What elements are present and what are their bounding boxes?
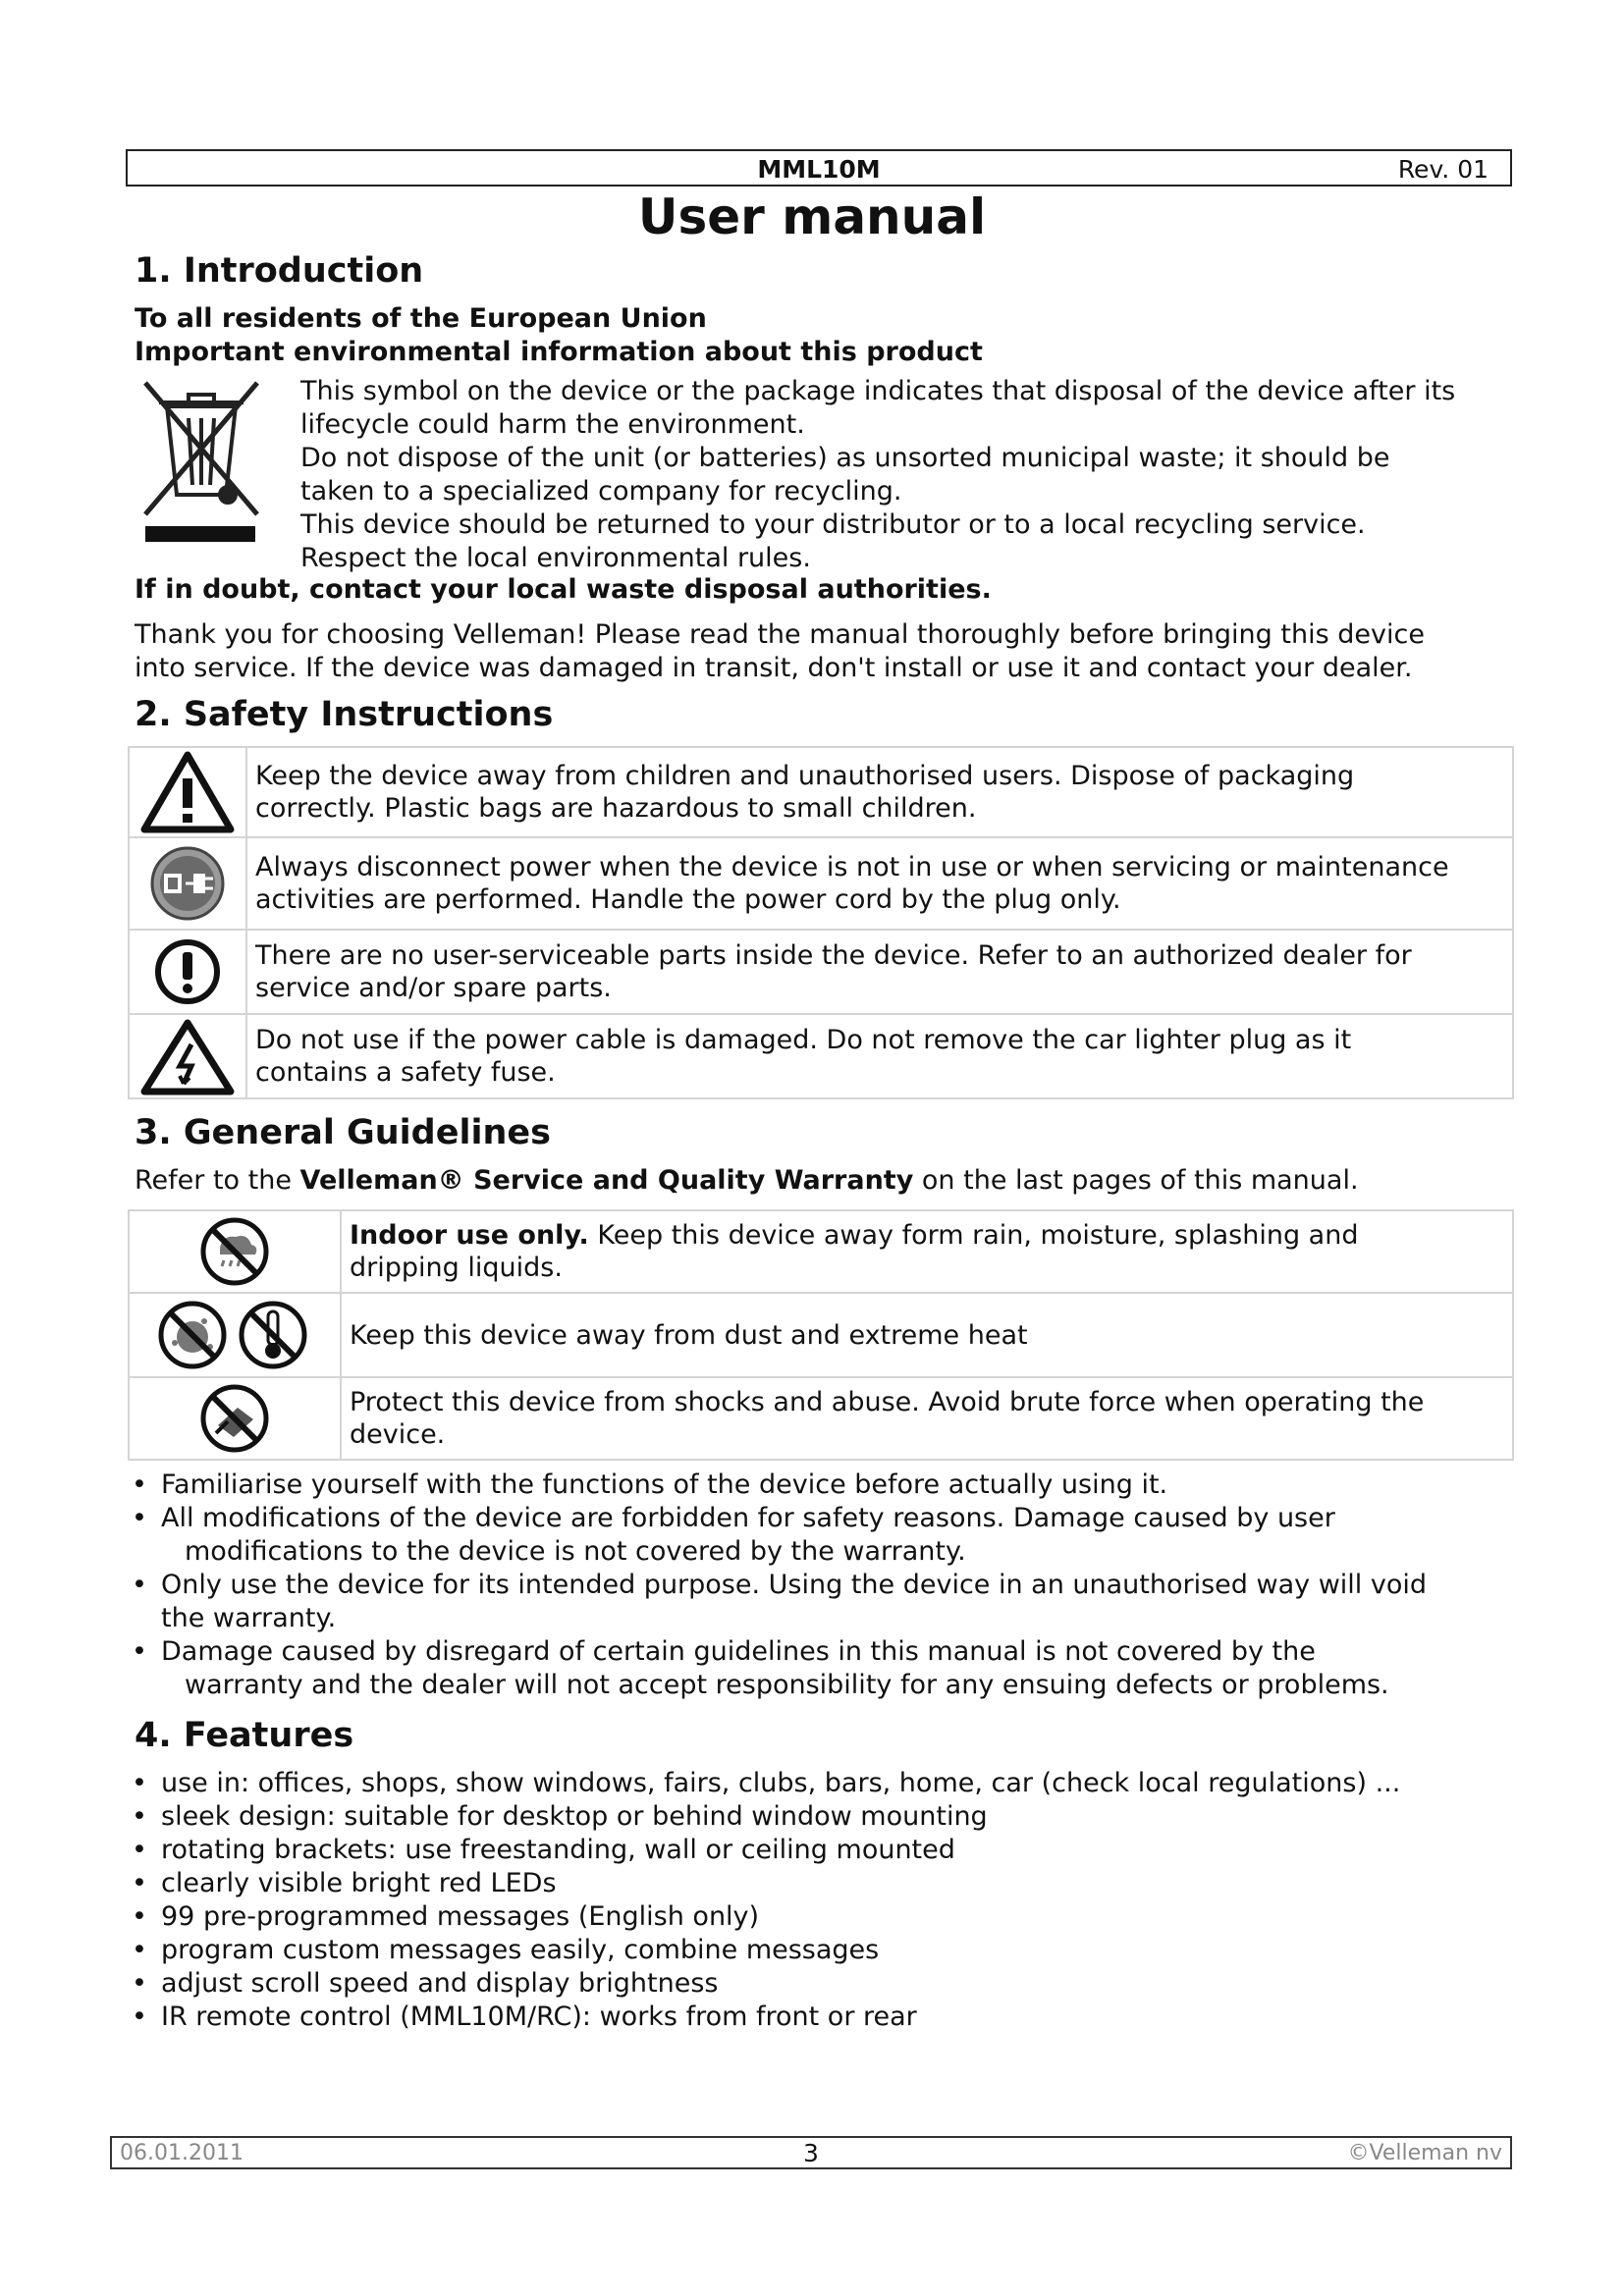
features-bullet-list [128, 1767, 1400, 2034]
safety-text-line: service and/or spare parts. [255, 973, 612, 1003]
page-number: 3 [803, 2139, 819, 2167]
section-introduction-heading: 1. Introduction [135, 251, 424, 291]
list-item: • Only use the device for its intended purpose. Using the device in an unauthorised way will void the warranty. [128, 1569, 1427, 1635]
guideline-text-line: dripping liquids. [350, 1253, 563, 1283]
weee-line: This symbol on the device or the package indicates that disposal of the device after its [300, 376, 1456, 406]
weee-bin-icon [137, 377, 265, 544]
guidelines-table [128, 1209, 1514, 1461]
thank-you-line-2: into service. If the device was damaged in transit, don't install or use it and contact your dealer. [135, 653, 1413, 683]
warranty-title: Velleman® Service and Quality Warranty [299, 1165, 914, 1196]
guideline-text: Keep this device away form rain, moisture, splashing and [588, 1220, 1359, 1251]
weee-text-block [300, 375, 1518, 575]
list-item: • Familiarise yourself with the functions of the device before actually using it. [128, 1468, 1427, 1502]
safety-text-line: There are no user-serviceable parts inside the device. Refer to an authorized dealer for [255, 940, 1412, 971]
safety-text-line: contains a safety fuse. [255, 1057, 556, 1088]
guideline-text-line: Protect this device from shocks and abuse. Avoid brute force when operating the [350, 1387, 1425, 1417]
safety-text-line: activities are performed. Handle the power cord by the plug only. [255, 884, 1121, 915]
list-item: • Damage caused by disregard of certain guidelines in this manual is not covered by the warranty and the dealer will not accept responsibility for any ensuing defects or problems. [128, 1635, 1427, 1702]
list-item: • All modifications of the device are forbidden for safety reasons. Damage caused by user modifications to the device is not covered by the warranty. [128, 1502, 1427, 1569]
weee-line: This device should be returned to your distributor or to a local recycling service. [300, 509, 1366, 540]
no-rain-icon [198, 1215, 271, 1288]
section-guidelines-heading: 3. General Guidelines [135, 1113, 551, 1152]
guideline-row [129, 1210, 1513, 1293]
feature-item: • use in: offices, shops, show windows, fairs, clubs, bars, home, car (check local regulations) ... [128, 1767, 1400, 1800]
weee-line: Respect the local environmental rules. [300, 543, 811, 573]
section-safety-heading: 2. Safety Instructions [135, 695, 554, 734]
feature-item: • clearly visible bright red LEDs [128, 1867, 1400, 1900]
guideline-row [129, 1293, 1513, 1377]
refer-text-end: on the last pages of this manual. [913, 1165, 1359, 1196]
safety-row [129, 747, 1513, 837]
feature-item: • 99 pre-programmed messages (English only) [128, 1900, 1400, 1934]
no-dust-no-heat-icon [151, 1298, 318, 1372]
guideline-text-line: device. [350, 1419, 446, 1450]
eu-residents-line: To all residents of the European Union [135, 303, 707, 334]
safety-text-line: Keep the device away from children and unauthorised users. Dispose of packaging [255, 761, 1355, 791]
section-features-heading: 4. Features [135, 1716, 354, 1755]
safety-text-line: correctly. Plastic bags are hazardous to small children. [255, 793, 977, 824]
page-title: User manual [637, 188, 987, 245]
weee-line: taken to a specialized company for recycling. [300, 476, 902, 507]
warning-triangle-icon [138, 749, 237, 835]
safety-table [128, 746, 1514, 1099]
safety-row [129, 930, 1513, 1014]
page-header [126, 149, 1512, 187]
electric-hazard-icon [138, 1017, 237, 1095]
thank-you-line-1: Thank you for choosing Velleman! Please read the manual thoroughly before bringing this device [135, 619, 1425, 650]
guideline-row [129, 1377, 1513, 1460]
exclamation-circle-icon [152, 936, 223, 1007]
safety-row [129, 837, 1513, 930]
warranty-reference-line [135, 1164, 1359, 1198]
feature-item: • adjust scroll speed and display brightness [128, 1967, 1400, 2001]
feature-item: • program custom messages easily, combine messages [128, 1934, 1400, 1967]
footer-copyright: ©Velleman nv [1347, 2141, 1502, 2165]
refer-text: Refer to the [135, 1165, 300, 1196]
weee-line: Do not dispose of the unit (or batteries) as unsorted municipal waste; it should be [300, 443, 1390, 473]
guideline-text-line [350, 1219, 1504, 1252]
feature-item: • rotating brackets: use freestanding, wall or ceiling mounted [128, 1834, 1400, 1867]
feature-item: • IR remote control (MML10M/RC): works from front or rear [128, 2001, 1400, 2034]
header-revision: Rev. 01 [1397, 155, 1489, 184]
weee-line: lifecycle could harm the environment. [300, 409, 805, 440]
guidelines-bullet-list [128, 1468, 1427, 1702]
no-shock-icon [198, 1382, 271, 1455]
guideline-text-line: Keep this device away from dust and extreme heat [350, 1319, 1028, 1351]
safety-row [129, 1014, 1513, 1098]
footer-date: 06.01.2011 [120, 2141, 244, 2165]
header-model: MML10M [757, 155, 881, 184]
safety-text-line: Do not use if the power cable is damaged. Do not remove the car lighter plug as it [255, 1025, 1352, 1055]
disposal-doubt-line: If in doubt, contact your local waste disposal authorities. [135, 574, 992, 605]
environment-info-line: Important environmental information about this product [135, 337, 983, 367]
feature-item: • sleek design: suitable for desktop or behind window mounting [128, 1800, 1400, 1834]
page-footer [110, 2136, 1512, 2169]
safety-text-line: Always disconnect power when the device is not in use or when servicing or maintenance [255, 852, 1449, 882]
unplug-icon [148, 844, 227, 923]
indoor-use-label: Indoor use only. [350, 1220, 589, 1251]
